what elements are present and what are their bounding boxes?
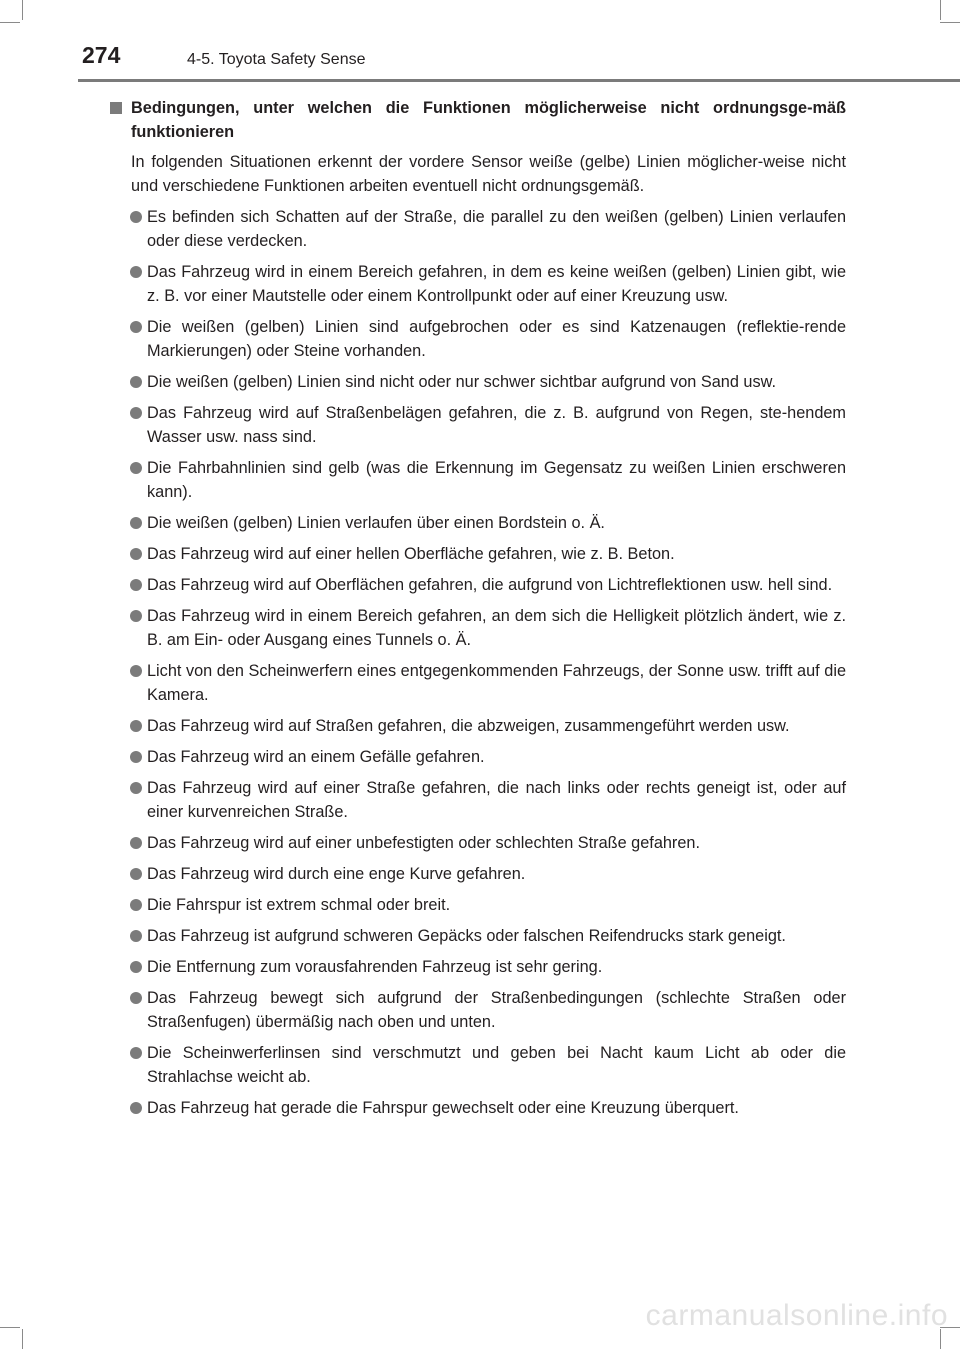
condition-item [110,205,846,253]
condition-item [110,511,846,535]
section-title: 4-5. Toyota Safety Sense [187,51,366,68]
condition-text: Das Fahrzeug wird auf einer Straße gefahren, die nach links oder rechts geneigt ist, oder auf einer kurvenreichen Straße. [147,779,846,821]
condition-item [110,1041,846,1089]
condition-text: Das Fahrzeug wird auf Straßenbelägen gefahren, die z. B. aufgrund von Regen, ste-hendem Wasser usw. nass sind. [147,404,846,446]
crop-mark-top-right [940,0,941,20]
condition-item [110,260,846,308]
condition-text: Das Fahrzeug wird in einem Bereich gefahren, in dem es keine weißen (gelben) Linien gibt, wie z. B. vor einer Mautstelle oder einem Kontrollpunkt oder auf einer Kreuzung usw. [147,263,846,305]
circle-bullet-icon [130,1047,142,1059]
condition-text: Die Fahrbahnlinien sind gelb (was die Erkennung im Gegensatz zu weißen Linien erschweren kann). [147,459,846,501]
crop-mark-bottom-left-h [0,1327,20,1328]
condition-text: Das Fahrzeug wird auf Straßen gefahren, die abzweigen, zusammengeführt werden usw. [147,717,790,735]
condition-text: Das Fahrzeug wird auf Oberflächen gefahren, die aufgrund von Lichtreflektionen usw. hell sind. [147,576,833,594]
condition-item [110,862,846,886]
header-rule [78,79,960,82]
condition-text: Das Fahrzeug wird an einem Gefälle gefahren. [147,748,485,766]
condition-item [110,456,846,504]
circle-bullet-icon [130,548,142,560]
condition-text: Die weißen (gelben) Linien sind nicht oder nur schwer sichtbar aufgrund von Sand usw. [147,373,776,391]
condition-item [110,745,846,769]
circle-bullet-icon [130,665,142,677]
section-heading-text: Bedingungen, unter welchen die Funktionen möglicherweise nicht ordnungsge-mäß funktionieren [131,99,846,141]
watermark: carmanualsonline.info [645,1299,948,1332]
condition-text: Die Scheinwerferlinsen sind verschmutzt und geben bei Nacht kaum Licht ab oder die Strahlachse weicht ab. [147,1044,846,1086]
condition-text: Die weißen (gelben) Linien verlaufen über einen Bordstein o. Ä. [147,514,605,532]
condition-item [110,776,846,824]
condition-text: Das Fahrzeug ist aufgrund schweren Gepäcks oder falschen Reifendrucks stark geneigt. [147,927,786,945]
condition-item [110,831,846,855]
circle-bullet-icon [130,610,142,622]
circle-bullet-icon [130,1102,142,1114]
circle-bullet-icon [130,462,142,474]
crop-mark-top-right-h [940,22,960,23]
condition-item [110,955,846,979]
condition-item [110,604,846,652]
condition-text: Die Entfernung zum vorausfahrenden Fahrzeug ist sehr gering. [147,958,603,976]
condition-text: Die weißen (gelben) Linien sind aufgebrochen oder es sind Katzenaugen (reflektie-rende Markierungen) oder Steine vorhanden. [147,318,846,360]
circle-bullet-icon [130,868,142,880]
section-heading [110,96,846,144]
circle-bullet-icon [130,961,142,973]
circle-bullet-icon [130,321,142,333]
main-content [110,96,846,1120]
condition-item [110,370,846,394]
crop-mark-bottom-left [22,1329,23,1349]
circle-bullet-icon [130,992,142,1004]
crop-mark-top-left [22,0,23,20]
circle-bullet-icon [130,837,142,849]
condition-text: Das Fahrzeug wird in einem Bereich gefahren, an dem sich die Helligkeit plötzlich ändert, wie z. B. am Ein- oder Ausgang eines Tunnels o. Ä. [147,607,846,649]
condition-item [110,659,846,707]
circle-bullet-icon [130,517,142,529]
circle-bullet-icon [130,751,142,763]
condition-text: Das Fahrzeug wird auf einer hellen Oberfläche gefahren, wie z. B. Beton. [147,545,675,563]
circle-bullet-icon [130,579,142,591]
page-number: 274 [82,42,121,68]
condition-text: Das Fahrzeug bewegt sich aufgrund der Straßenbedingungen (schlechte Straßen oder Straßenfugen) übermäßig nach oben und unten. [147,989,846,1031]
condition-item [110,924,846,948]
circle-bullet-icon [130,782,142,794]
intro-paragraph: In folgenden Situationen erkennt der vordere Sensor weiße (gelbe) Linien möglicher-weise nicht und verschiedene Funktionen arbeiten eventuell nicht ordnungsgemäß. [131,153,846,195]
page-header [78,42,960,86]
condition-text: Die Fahrspur ist extrem schmal oder breit. [147,896,451,914]
crop-mark-top-left-h [0,22,20,23]
condition-text: Licht von den Scheinwerfern eines entgegenkommenden Fahrzeugs, der Sonne usw. trifft auf die Kamera. [147,662,846,704]
condition-item [110,986,846,1034]
condition-item [110,401,846,449]
condition-list [110,205,846,1120]
condition-text: Das Fahrzeug hat gerade die Fahrspur gewechselt oder eine Kreuzung überquert. [147,1099,739,1117]
condition-item [110,315,846,363]
circle-bullet-icon [130,930,142,942]
condition-item [110,542,846,566]
condition-text: Das Fahrzeug wird durch eine enge Kurve gefahren. [147,865,526,883]
condition-item [110,893,846,917]
condition-item [110,1096,846,1120]
condition-text: Das Fahrzeug wird auf einer unbefestigten oder schlechten Straße gefahren. [147,834,700,852]
circle-bullet-icon [130,376,142,388]
circle-bullet-icon [130,720,142,732]
square-bullet-icon [110,102,122,114]
circle-bullet-icon [130,211,142,223]
circle-bullet-icon [130,407,142,419]
condition-item [110,714,846,738]
condition-item [110,573,846,597]
circle-bullet-icon [130,266,142,278]
condition-text: Es befinden sich Schatten auf der Straße, die parallel zu den weißen (gelben) Linien verlaufen oder diese verdecken. [147,208,846,250]
circle-bullet-icon [130,899,142,911]
